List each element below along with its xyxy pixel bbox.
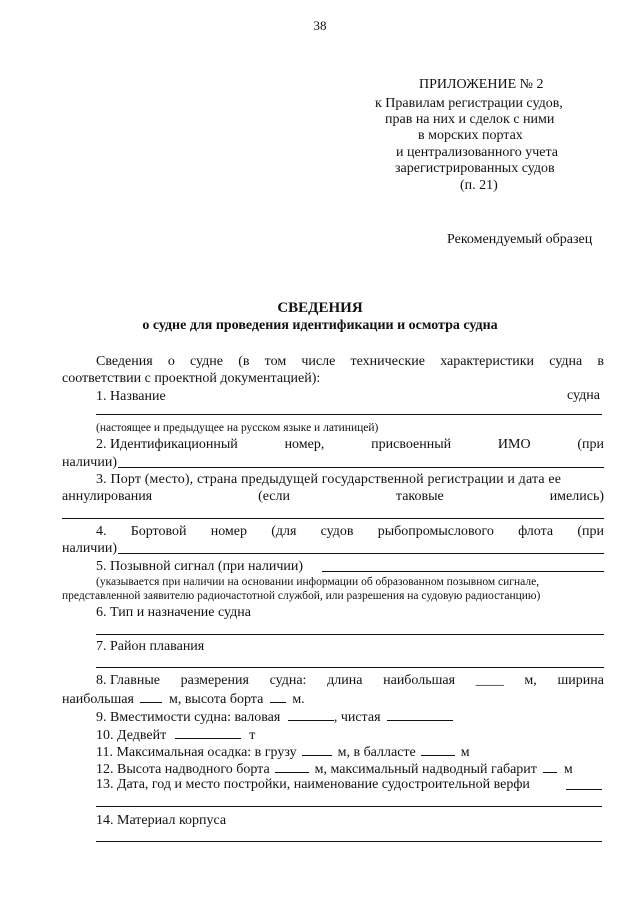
item-3-line-1: 3. Порт (место), страна предыдущей государственной регистрации и дата ее: [96, 472, 562, 487]
item-1-blank-line: [96, 414, 602, 415]
item-4-line-1: 4. Бортовой номер (для судов рыбопромыслового флота (при: [96, 524, 604, 539]
item-8-line-2: наибольшая м, высота борта м.: [62, 692, 305, 707]
appendix-line: в морских портах: [418, 128, 523, 143]
item-7-label: 7. Район плавания: [96, 639, 205, 654]
item-14-blank-line: [96, 841, 602, 842]
item-6-blank-line: [96, 634, 604, 635]
item-5-label: 5. Позывной сигнал (при наличии): [96, 559, 304, 574]
item-11-line: 11. Максимальная осадка: в грузу м, в балласте м: [96, 745, 470, 760]
appendix-line: к Правилам регистрации судов,: [375, 96, 563, 111]
item-8-line-1: 8. Главные размерения судна: длина наибольшая ____ м, ширина: [96, 673, 604, 688]
item-5-note-2: представленной заявителю радиочастотной службой, или разрешения на судовую радиостанцию): [62, 590, 541, 602]
item-12-line: 12. Высота надводного борта м, максимальный надводный габарит м: [96, 762, 573, 777]
sample-note: Рекомендуемый образец: [447, 232, 593, 247]
document-subtitle: о судне для проведения идентификации и осмотра судна: [142, 318, 498, 333]
appendix-line: прав на них и сделок с ними: [385, 112, 555, 127]
document-title: СВЕДЕНИЯ: [277, 300, 363, 316]
page-number: 38: [313, 18, 327, 33]
item-1-label-right: судна: [567, 388, 600, 403]
item-6-label: 6. Тип и назначение судна: [96, 605, 251, 620]
item-1-label: 1. Название: [96, 389, 166, 404]
appendix-line: (п. 21): [460, 178, 498, 193]
item-2-line-1: 2. Идентификационный номер, присвоенный ИМО (при: [96, 437, 604, 452]
net-tonnage-blank: [387, 708, 453, 721]
item-2-line-2: наличии): [62, 455, 117, 470]
item-5-blank-line: [322, 571, 604, 572]
item-1-note: (настоящее и предыдущее на русском языке и латиницей): [96, 422, 379, 434]
appendix-line: зарегистрированных судов: [395, 161, 555, 176]
item-14-label: 14. Материал корпуса: [96, 813, 227, 828]
intro-line-1: Сведения о судне (в том числе технические характеристики судна в: [96, 354, 604, 369]
item-5-note-1: (указывается при наличии на основании информации об образованном позывном сигнале,: [96, 576, 540, 588]
height-blank: [270, 690, 286, 703]
item-4-blank-line: [118, 553, 604, 554]
appendix-line: и централизованного учета: [396, 145, 559, 160]
item-10-line: 10. Дедвейт т: [96, 728, 256, 743]
gross-tonnage-blank: [288, 708, 334, 721]
draft-loaded-blank: [302, 743, 332, 756]
item-3-blank-line: [62, 518, 604, 519]
item-4-line-2: наличии): [62, 541, 117, 556]
item-9-line: 9. Вместимости судна: валовая , чистая: [96, 708, 453, 726]
item-13-label: 13. Дата, год и место постройки, наименование судостроительной верфи: [96, 777, 530, 792]
item-2-blank-line: [118, 467, 604, 468]
intro-line-2: соответствии с проектной документацией):: [62, 371, 321, 386]
item-3-line-2: аннулирования (если таковые имелись): [62, 489, 604, 504]
item-13-inline-blank: [566, 789, 602, 790]
width-blank: [140, 690, 162, 703]
freeboard-blank: [275, 760, 309, 773]
deadweight-blank: [175, 726, 241, 739]
max-clearance-blank: [543, 760, 557, 773]
draft-ballast-blank: [421, 743, 455, 756]
item-13-blank-line: [96, 806, 602, 807]
item-7-blank-line: [96, 667, 604, 668]
appendix-title: ПРИЛОЖЕНИЕ № 2: [419, 77, 544, 92]
